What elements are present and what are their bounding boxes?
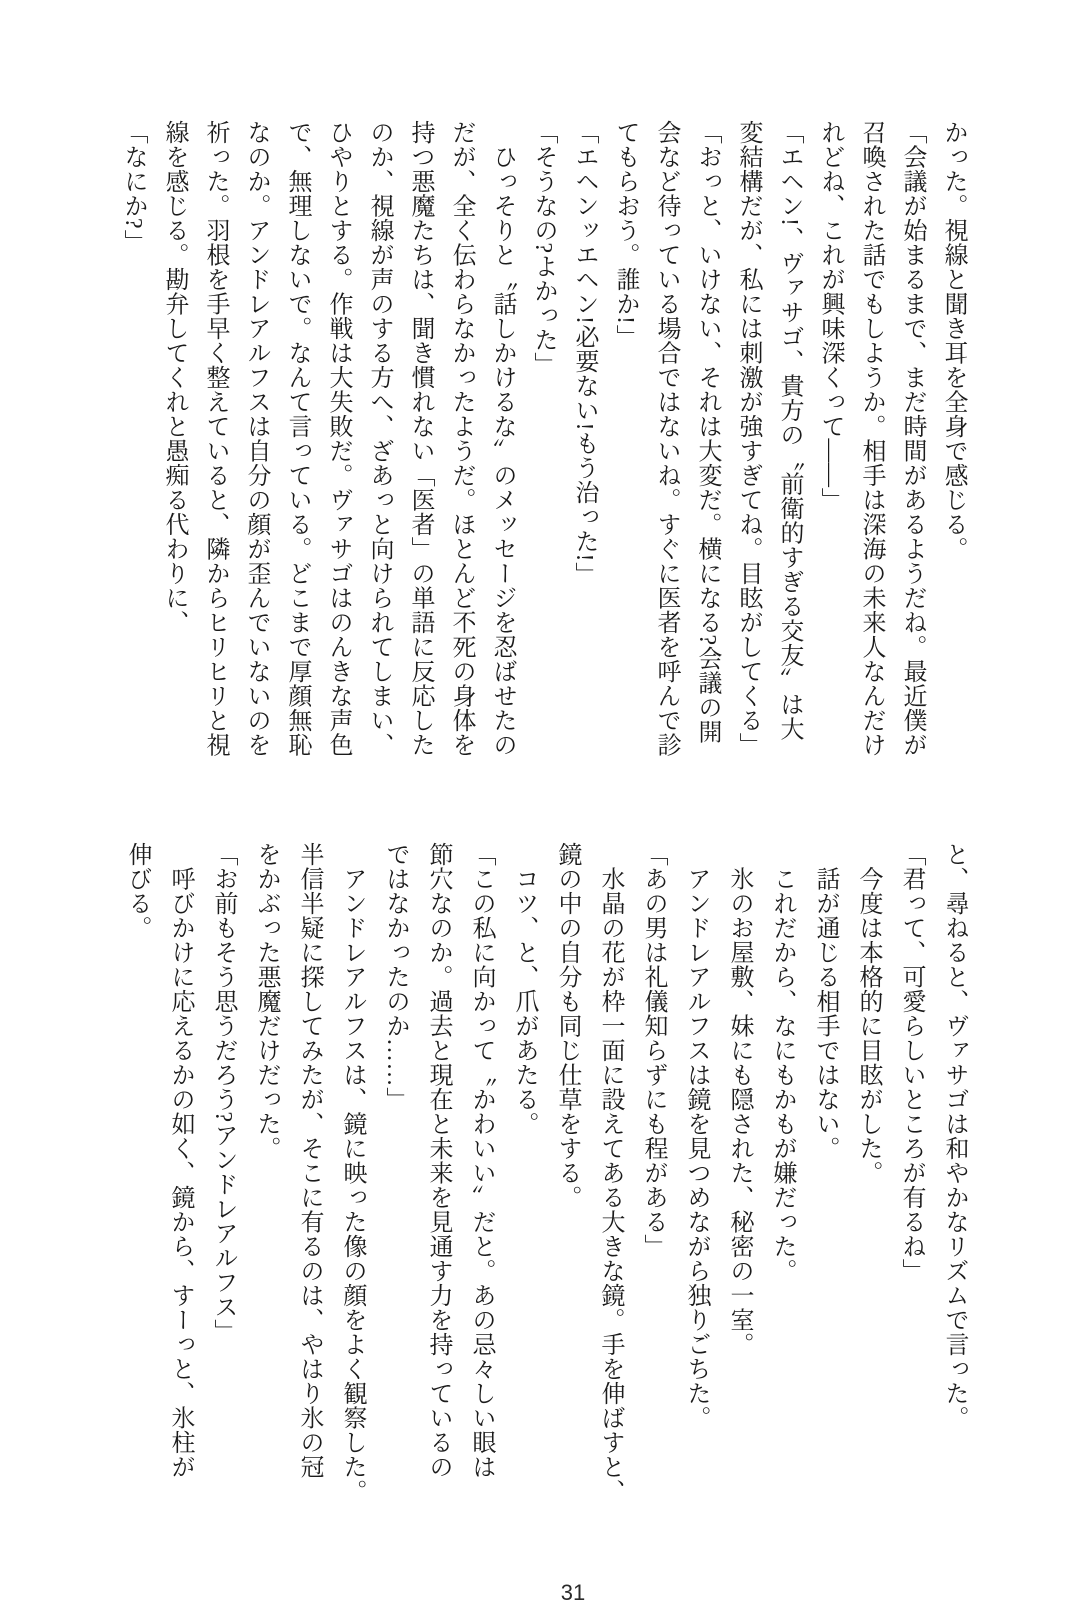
text-line: 「なにか?」: [120, 120, 146, 254]
text-line: 会など待っている場合ではないね。すぐに医者を呼んで診: [653, 120, 679, 757]
text-line: てもらおう。誰か!」: [612, 120, 638, 349]
text-line: をかぶった悪魔だけだった。: [253, 842, 279, 1161]
text-line: 氷のお屋敷、妹にも隠された、秘密の一室。: [726, 842, 752, 1357]
text-line: 「そうなの?よかった」: [530, 120, 556, 377]
text-line: これだから、なにもかもが嫌だった。: [769, 842, 795, 1283]
text-line: アンドレアルフスは鏡を見つめながら独りごちた。: [683, 842, 709, 1430]
text-line: 線を感じる。勘弁してくれと愚痴る代わりに、: [161, 120, 187, 635]
text-line: なのか。アンドレアルフスは自分の顔が歪んでいないのを: [243, 120, 269, 757]
text-line: だが、全く伝わらなかったようだ。ほとんど不死の身体を: [448, 120, 474, 757]
text-line: コツ、と、爪があたる。: [511, 842, 537, 1136]
page-number: 31: [560, 1580, 586, 1605]
text-line: ではなかったのか……」: [382, 842, 408, 1112]
text-line: 「お前もそう思うだろう?アンドレアルフス」: [210, 842, 236, 1344]
text-line: と、尋ねると、ヴァサゴは和やかなリズムで言った。: [941, 842, 967, 1430]
text-line: 「エヘンッエヘン!必要ない!もう治った!」: [571, 120, 597, 587]
text-line: 「おっと、いけない、それは大変だ。横になる?会議の開: [694, 120, 720, 744]
text-line: のか、視線が声のする方へ、ざあっと向けられてしまい、: [366, 120, 392, 757]
text-line: 節穴なのか。過去と現在と未来を見通す力を持っているの: [425, 842, 451, 1479]
text-block-bottom: [115, 842, 975, 1532]
text-line: 「エヘン!、ヴァサゴ、貴方の〝前衛的すぎる交友〟は大: [776, 120, 802, 741]
text-line: 半信半疑に探してみたが、そこに有るのは、やはり氷の冠: [296, 842, 322, 1479]
text-line: 水晶の花が枠一面に設えてある大きな鏡。手を伸ばすと、: [597, 842, 623, 1504]
text-line: かった。視線と聞き耳を全身で感じる。: [940, 120, 966, 561]
text-line: 呼びかけに応えるかの如く、鏡から、すーっと、氷柱が: [167, 842, 193, 1479]
text-line: で、無理しないで。なんて言っている。どこまで厚顔無恥: [284, 120, 310, 757]
text-line: 今度は本格的に目眩がした。: [855, 842, 881, 1185]
text-line: 「君って、可愛らしいところが有るね」: [898, 842, 924, 1283]
text-line: 「会議が始まるまで、まだ時間があるようだね。最近僕が: [899, 120, 925, 757]
text-line: ひっそりと〝話しかけるな〟のメッセージを忍ばせたの: [489, 120, 515, 757]
text-line: 「あの男は礼儀知らずにも程がある」: [640, 842, 666, 1259]
text-line: 伸びる。: [124, 842, 150, 940]
text-line: 祈った。羽根を手早く整えていると、隣からヒリヒリと視: [202, 120, 228, 757]
text-line: 召喚された話でもしようか。相手は深海の未来人なんだけ: [858, 120, 884, 757]
text-line: 持つ悪魔たちは、聞き慣れない「医者」の単語に反応した: [407, 120, 433, 757]
text-line: れどね、これが興味深くって――」: [817, 120, 843, 512]
text-block-top: [112, 120, 973, 810]
text-line: 「この私に向かって〝かわいい〟だと。あの忌々しい眼は: [468, 842, 494, 1479]
text-line: アンドレアルフスは、鏡に映った像の顔をよく観察した。: [339, 842, 365, 1504]
text-line: 話が通じる相手ではない。: [812, 842, 838, 1161]
text-line: 鏡の中の自分も同じ仕草をする。: [554, 842, 580, 1210]
text-line: ひやりとする。作戦は大失敗だ。ヴァサゴはのんきな声色: [325, 120, 351, 757]
text-line: 変結構だが、私には刺激が強すぎてね。目眩がしてくる」: [735, 120, 761, 757]
